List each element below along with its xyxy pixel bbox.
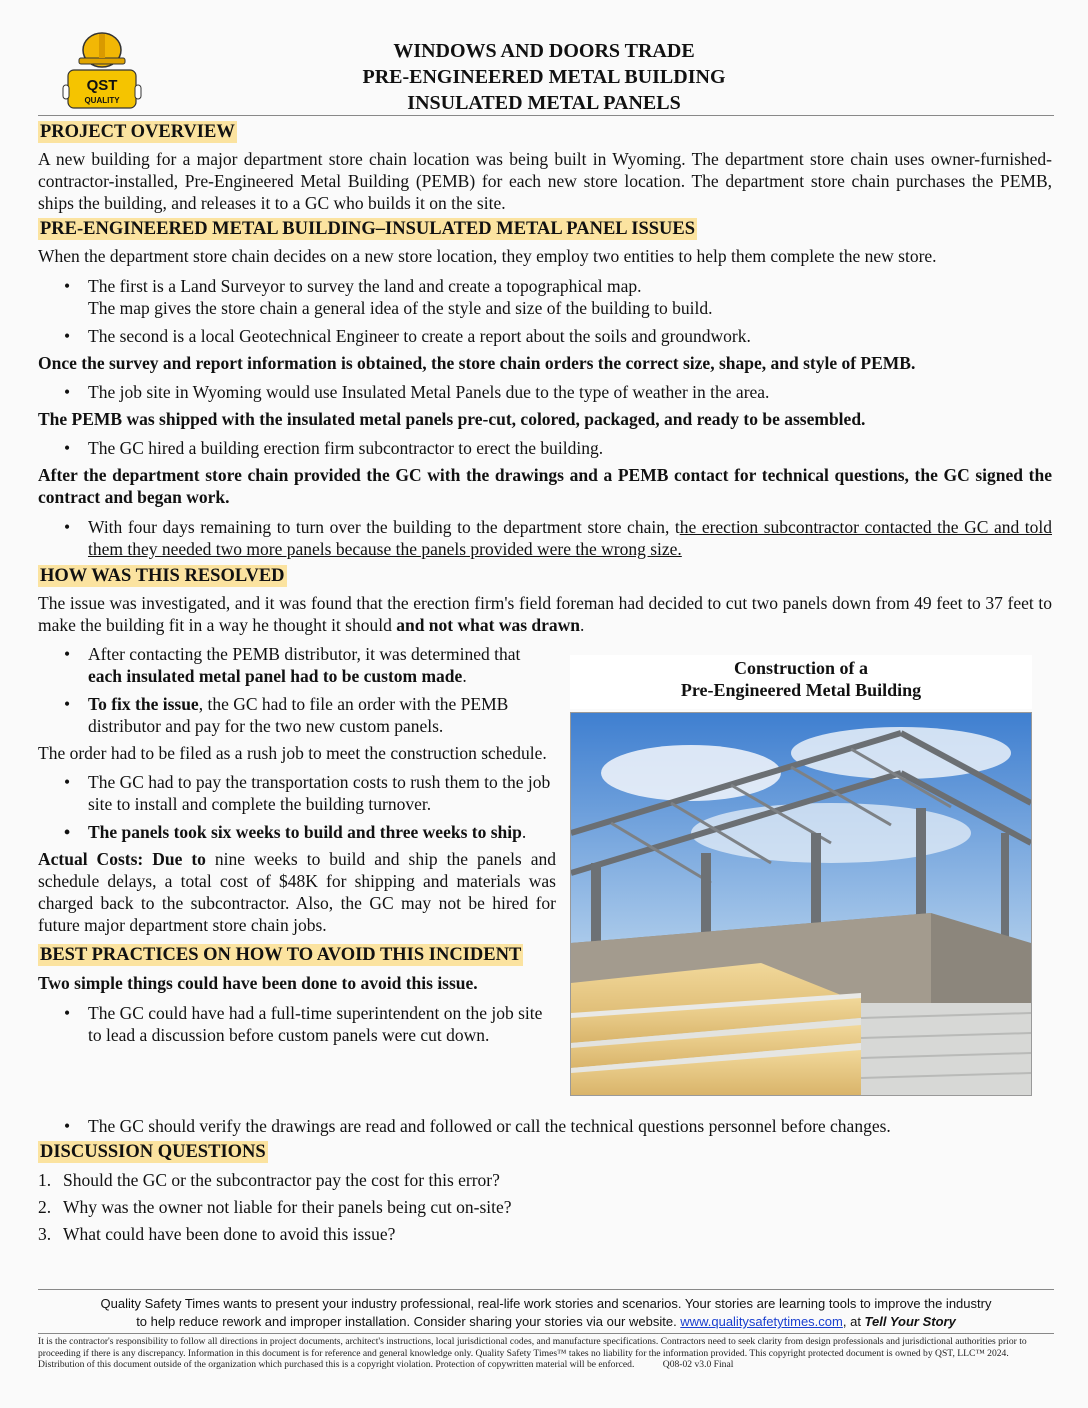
- list-item: • With four days remaining to turn over the building to the department store chain, the erection subcontractor contacted the GC and told them they needed two more panels because the panels provided were the wrong size.: [38, 516, 1052, 560]
- list-item: • The first is a Land Surveyor to survey the land and create a topographical map. The map gives the store chain a general idea of the style and size of the building to build.: [38, 275, 1052, 319]
- list-item: • To fix the issue, the GC had to file an order with the PEMB distributor and pay for the two new custom panels.: [38, 693, 556, 737]
- resolved-list-2: [38, 771, 556, 843]
- resolved-list-1: [38, 643, 556, 737]
- issues-bold-3: After the department store chain provided the GC with the drawings and a PEMB contact for technical questions, the GC signed the contract and began work.: [38, 465, 1052, 507]
- list-item: • The GC hired a building erection firm subcontractor to erect the building.: [38, 437, 1052, 459]
- list-item: • After contacting the PEMB distributor, it was determined that each insulated metal panel had to be custom made.: [38, 643, 556, 687]
- resolved-left-column: [38, 643, 556, 1046]
- discussion-list: [38, 1169, 1052, 1245]
- pemb-issues-section: [38, 218, 1052, 560]
- project-overview-section: [38, 121, 1052, 214]
- header-divider: [38, 115, 1054, 116]
- list-item: • The job site in Wyoming would use Insulated Metal Panels due to the type of weather in the area.: [38, 381, 1052, 403]
- section-heading-resolved: HOW WAS THIS RESOLVED: [40, 566, 285, 586]
- footer-message: Quality Safety Times wants to present your industry professional, real-life work stories and scenarios. Your stories are learning tools to improve the industry to help reduce rework and improper installation. Consider sharing your stories via our website. www.qualitysafetytimes.com, at Tell Your Story: [100, 1296, 992, 1329]
- title-line-3: INSULATED METAL PANELS: [407, 92, 681, 114]
- section-heading-best-practices: BEST PRACTICES ON HOW TO AVOID THIS INCIDENT: [40, 945, 522, 965]
- title-line-1: WINDOWS AND DOORS TRADE: [393, 40, 695, 62]
- resolved-paragraph: The issue was investigated, and it was found that the erection firm's field foreman had decided to cut two panels down from 49 feet to 37 feet to make the building fit in a way he thought it should and not what was drawn.: [38, 593, 1052, 635]
- issues-bold-2: The PEMB was shipped with the insulated metal panels pre-cut, colored, packaged, and ready to be assembled.: [38, 409, 866, 429]
- website-link[interactable]: www.qualitysafetytimes.com: [680, 1314, 843, 1329]
- section-heading-discussion: DISCUSSION QUESTIONS: [40, 1142, 266, 1162]
- list-item: • The GC had to pay the transportation costs to rush them to the job site to install and complete the building turnover.: [38, 771, 556, 815]
- section-heading-overview: PROJECT OVERVIEW: [40, 122, 235, 142]
- best-practices-list-2: [38, 1115, 1052, 1137]
- issues-intro: When the department store chain decides on a new store location, they employ two entities to help them complete the new store.: [38, 246, 937, 266]
- resolved-section: [38, 565, 1052, 636]
- best-practices-list-1: [38, 1002, 556, 1046]
- best-practices-bold: Two simple things could have been done to avoid this issue.: [38, 973, 478, 993]
- document-title: [300, 38, 788, 116]
- issues-list-2: [38, 381, 1052, 403]
- svg-text:QST: QST: [86, 77, 118, 94]
- section-heading-issues: PRE-ENGINEERED METAL BUILDING–INSULATED METAL PANEL ISSUES: [40, 219, 696, 239]
- issues-bold-1: Once the survey and report information is obtained, the store chain orders the correct size, shape, and style of PEMB.: [38, 353, 916, 373]
- issues-list-4: [38, 516, 1052, 560]
- issues-list-3: [38, 437, 1052, 459]
- footer-divider-2: [38, 1333, 1054, 1334]
- list-item: • The second is a local Geotechnical Engineer to create a report about the soils and groundwork.: [38, 325, 1052, 347]
- figure-caption: Construction of a Pre-Engineered Metal Building: [570, 655, 1032, 709]
- footer-divider: [38, 1289, 1054, 1290]
- actual-costs-text: Actual Costs: Due to nine weeks to build and ship the panels and schedule delays, a total cost of $48K for shipping and materials was charged back to the subcontractor. Also, the GC may not be hired for future major department store chain jobs.: [38, 849, 556, 935]
- rush-job-text: The order had to be filed as a rush job to meet the construction schedule.: [38, 743, 547, 763]
- list-item: • The panels took six weeks to build and three weeks to ship.: [38, 821, 556, 843]
- list-item: 1. Should the GC or the subcontractor pay the cost for this error?: [38, 1170, 500, 1190]
- discussion-section: [38, 1141, 1052, 1245]
- pemb-construction-photo: [570, 712, 1032, 1096]
- qst-logo: [62, 30, 142, 112]
- list-item: • The GC could have had a full-time superintendent on the job site to lead a discussion before custom panels were cut down.: [38, 1002, 556, 1046]
- list-item: 2. Why was the owner not liable for their panels being cut on-site?: [38, 1197, 512, 1217]
- legal-disclaimer: It is the contractor's responsibility to follow all directions in project documents, architect's instructions, local jurisdictional codes, and manufacture specifications. Contractors need to seek clarity from design professionals and jurisdictional authorities prior to proceeding if there is any discrepancy. Information in this document is for reference and general knowledge only. Quality Safety Times™ takes no liability for the information provided. This copyright protected document is owned by QST, LLC™ 2024. Distribution of this document outside of the organization which purchased this is a copyright violation. Protection of copywritten material will be enforced. Q08-02 v3.0 Final: [38, 1336, 1027, 1370]
- issues-list-1: [38, 275, 1052, 347]
- title-line-2: PRE-ENGINEERED METAL BUILDING: [362, 66, 726, 88]
- figure-pemb: [570, 655, 1032, 1096]
- overview-text: A new building for a major department store chain location was being built in Wyoming. The department store chain uses owner-furnished-contractor-installed, Pre-Engineered Metal Building (PEMB) for each new store location. The department store chain purchases the PEMB, ships the building, and releases it to a GC who builds it on the site.: [38, 149, 1052, 213]
- document-code: Q08-02 v3.0 Final: [662, 1359, 734, 1370]
- list-item: • The GC should verify the drawings are read and followed or call the technical questions personnel before changes.: [38, 1115, 1052, 1137]
- svg-text:QUALITY: QUALITY: [84, 96, 120, 105]
- list-item: 3. What could have been done to avoid this issue?: [38, 1224, 396, 1244]
